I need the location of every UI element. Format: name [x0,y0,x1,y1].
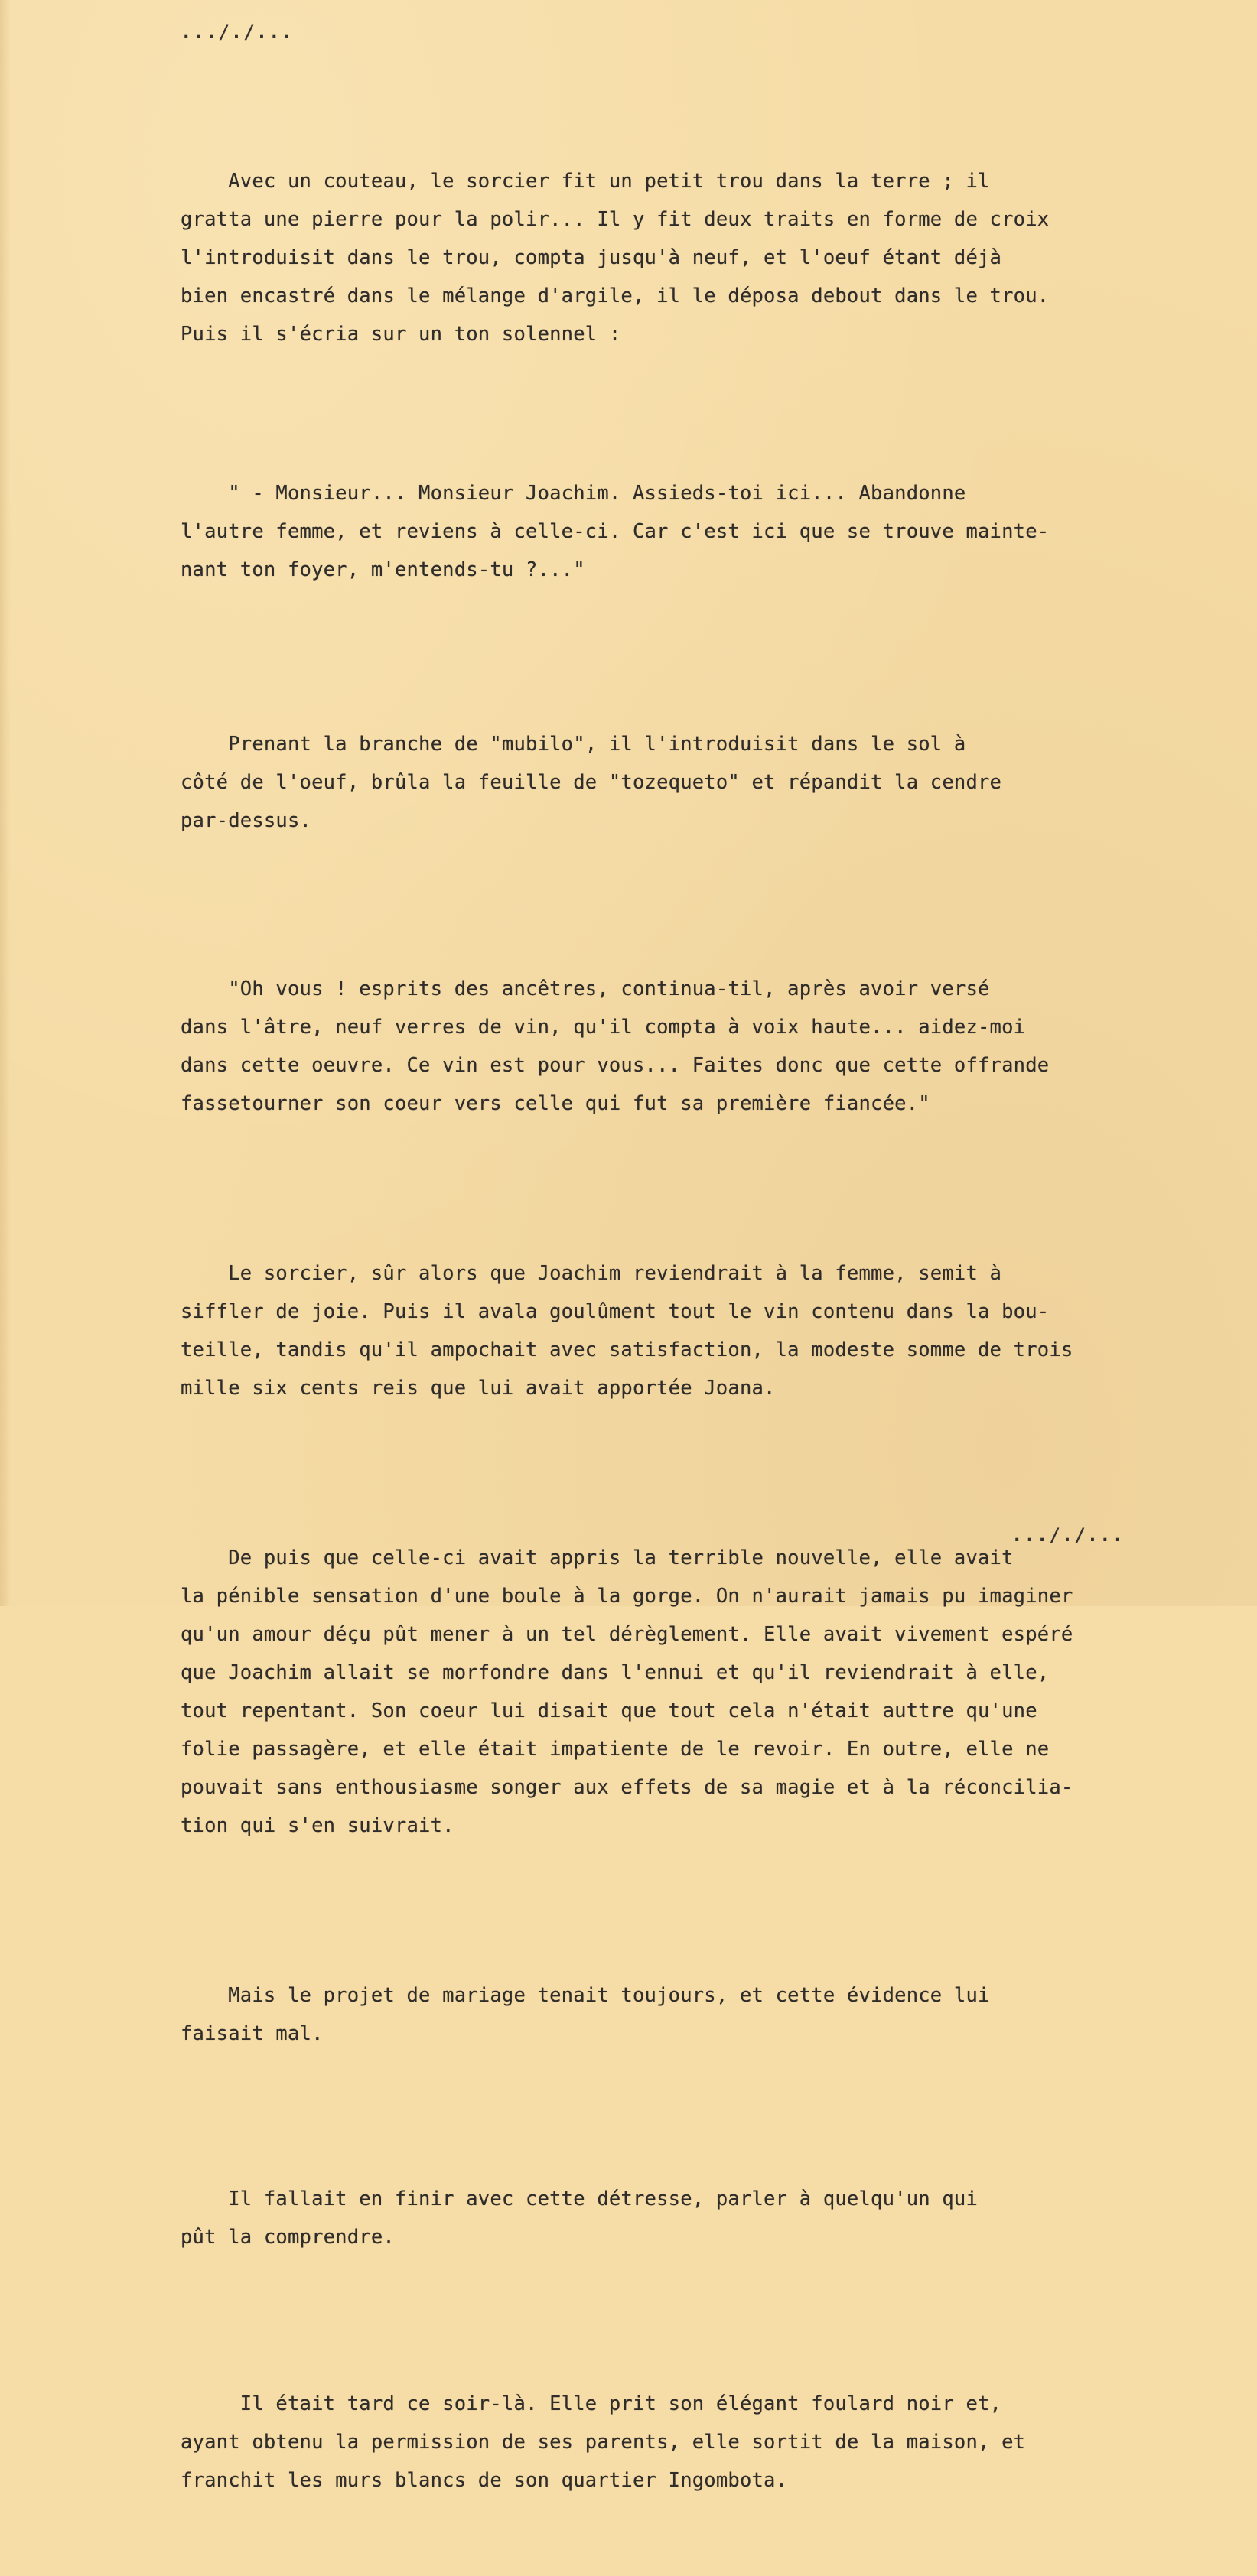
continuation-marker-bottom: ..././... [1011,1524,1125,1546]
text-line: De puis que celle-ci avait appris la terrible nouvelle, elle avait [181,1547,1014,1569]
text-line: mille six cents reis que lui avait apportée Joana. [181,1377,776,1400]
paragraph-7 [181,1976,1252,2053]
text-line: fassetourner son coeur vers celle qui fut sa première fiancée." [181,1092,930,1115]
text-line: folie passagère, et elle était impatiente de le revoir. En outre, elle ne [181,1738,1050,1761]
continuation-marker-top: ..././... [181,21,295,43]
paragraph-8 [181,2180,1252,2256]
text-line: franchit les murs blancs de son quartier Ingombota. [181,2469,788,2492]
text-line: bien encastré dans le mélange d'argile, il le déposa debout dans le trou. [181,285,1050,307]
text-line: l'autre femme, et reviens à celle-ci. Car c'est ici que se trouve mainte- [181,520,1050,543]
text-line: Il était tard ce soir-là. Elle prit son élégant foulard noir et, [181,2392,1002,2415]
paragraph-9 [181,2385,1252,2500]
text-line: Prenant la branche de "mubilo", il l'introduisit dans le sol à [181,733,966,756]
paragraph-5 [181,1254,1252,1407]
text-line: pût la comprendre. [181,2226,395,2249]
paragraph-3 [181,725,1252,840]
text-line: Puis il s'écria sur un ton solennel : [181,323,621,346]
text-line: la pénible sensation d'une boule à la gorge. On n'aurait jamais pu imaginer [181,1585,1073,1608]
text-line: tion qui s'en suivrait. [181,1814,454,1837]
text-line: côté de l'oeuf, brûla la feuille de "tozequeto" et répandit la cendre [181,771,1002,794]
paragraph-2 [181,474,1252,589]
text-line: tout repentant. Son coeur lui disait que tout cela n'était auttre qu'une [181,1699,1037,1722]
text-line: gratta une pierre pour la polir... Il y fit deux traits en forme de croix [181,208,1050,231]
text-line: Avec un couteau, le sorcier fit un petit trou dans la terre ; il [181,170,990,193]
text-line: " - Monsieur... Monsieur Joachim. Assieds-toi ici... Abandonne [181,482,966,505]
paragraph-6 [181,1539,1252,1845]
paragraph-1 [181,162,1252,353]
text-line: par-dessus. [181,809,312,832]
text-line: Il fallait en finir avec cette détresse, parler à quelqu'un qui [181,2187,979,2210]
text-line: qu'un amour déçu pût mener à un tel dérèglement. Elle avait vivement espéré [181,1623,1073,1646]
text-line: ayant obtenu la permission de ses parents, elle sortit de la maison, et [181,2431,1026,2454]
text-line: faisait mal. [181,2022,324,2045]
text-line: "Oh vous ! esprits des ancêtres, continua-til, après avoir versé [181,977,990,1000]
text-line: Le sorcier, sûr alors que Joachim reviendrait à la femme, semit à [181,1262,1002,1285]
text-line: Mais le projet de mariage tenait toujours, et cette évidence lui [181,1984,990,2007]
text-line: siffler de joie. Puis il avala goulûment tout le vin contenu dans la bou- [181,1300,1050,1323]
text-line: dans l'âtre, neuf verres de vin, qu'il compta à voix haute... aidez-moi [181,1016,1026,1039]
text-line: nant ton foyer, m'entends-tu ?..." [181,558,585,581]
text-line: pouvait sans enthousiasme songer aux effets de sa magie et à la réconcilia- [181,1776,1073,1799]
page-body [181,86,1252,2576]
text-line: que Joachim allait se morfondre dans l'ennui et qu'il reviendrait à elle, [181,1661,1050,1684]
text-line: l'introduisit dans le trou, compta jusqu'à neuf, et l'oeuf étant déjà [181,246,1002,269]
text-line: teille, tandis qu'il ampochait avec satisfaction, la modeste somme de trois [181,1338,1073,1361]
text-line: dans cette oeuvre. Ce vin est pour vous... Faites donc que cette offrande [181,1054,1050,1077]
paragraph-4 [181,970,1252,1123]
